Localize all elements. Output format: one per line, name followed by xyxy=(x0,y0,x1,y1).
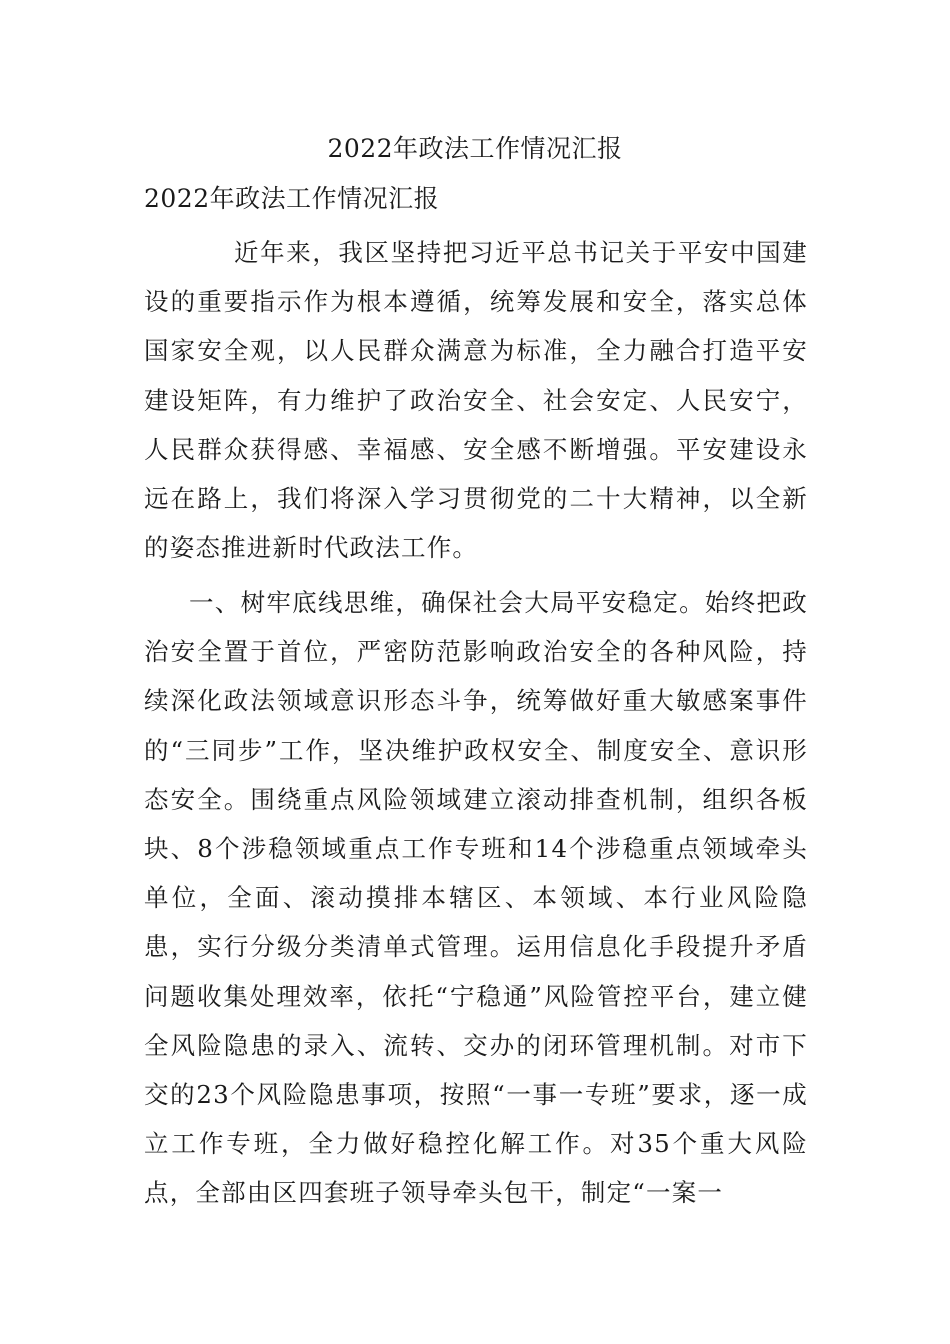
paragraph-intro: 近年来，我区坚持把习近平总书记关于平安中国建设的重要指示作为根本遵循，统筹发展和安全，落实总体国家安全观，以人民群众满意为标准，全力融合打造平安建设矩阵，有力维护了政治安全、社会安定、人民安宁，人民群众获得感、幸福感、安全感不断增强。平安建设永远在路上，我们将深入学习贯彻党的二十大精神，以全新的姿态推进新时代政法工作。 xyxy=(144,238,808,563)
paragraph-section-one: 一、树牢底线思维，确保社会大局平安稳定。始终把政治安全置于首位，严密防范影响政治安全的各种风险，持续深化政法领域意识形态斗争，统筹做好重大敏感案事件的“三同步”工作，坚决维护政权安全、制度安全、意识形态安全。围绕重点风险领域建立滚动排查机制，组织各板块、8个涉稳领域重点工作专班和14个涉稳重点领域牵头单位，全面、滚动摸排本辖区、本领域、本行业风险隐患，实行分级分类清单式管理。运用信息化手段提升矛盾问题收集处理效率，依托“宁稳通”风险管控平台，建立健全风险隐患的录入、流转、交办的闭环管理机制。对市下交的23个风险隐患事项，按照“一事一专班”要求，逐一成立工作专班，全力做好稳控化解工作。对35个重大风险点，全部由区四套班子领导牵头包干，制定“一案一 xyxy=(144,588,808,1208)
document-title: 2022年政法工作情况汇报 xyxy=(327,134,623,163)
document-subtitle: 2022年政法工作情况汇报 xyxy=(144,184,440,213)
